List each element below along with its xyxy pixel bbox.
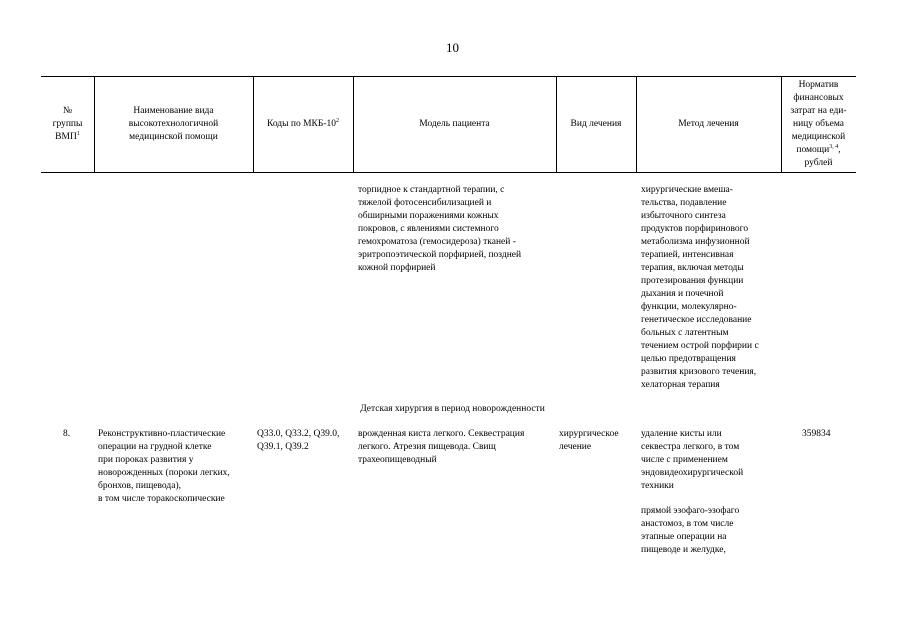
row-treatment-type: хирургическое лечение [559, 429, 619, 452]
header-icd-codes: Коды по МКБ-$10^2$ [266, 117, 340, 129]
row-method-cyst-removal: удаление кисты или секвестра легкого, в том числе с применением эндовидеохирургической техники [641, 429, 744, 491]
row-method-anastomosis: прямой эзофаго-эзофаго анастомоз, в том числе этапные операции на пищеводе и желудке, [641, 506, 740, 555]
continuation-method: хирургические вмеша- тельства, подавление избыточного синтеза продуктов порфиринового метаболизма инфузионной терапией, интенсивная терапия, включая методы протезирования функции дыхания и почечной функции, молекулярно- генетическое исследование больных с латентным течением острой порфирии с целью предотвращения развития кризового течения, хелаторная терапия [641, 185, 759, 390]
row-patient-model: врожденная киста легкого. Секвестрация легкого. Атрезия пищевода. Свищ трахеопищеводный [358, 429, 525, 465]
continuation-patient-model: торпидное к стандартной терапии, с тяжелой фотосенсибилизацией и обширными поражениями кожных покровов, с явлениями системного гемохроматоза (гемосидероза) тканей - эритропоэтической порфирией, поздней кожной порфирией [358, 185, 522, 273]
row-cost-norm: 359834 [802, 429, 831, 439]
header-group-number: № группы ВМП$^1$ [52, 105, 83, 142]
header-treatment-method: Метод лечения [678, 118, 739, 129]
header-treatment-type: Вид лечения [570, 118, 622, 129]
header-care-type-name: Наименование вида высокотехнологичной медицинской помощи [128, 105, 219, 142]
row-icd-codes: Q33.0, Q33.2, Q39.0, Q39.1, Q39.2 [257, 429, 340, 452]
header-patient-model: Модель пациента [419, 118, 490, 129]
page-number: 10 [446, 40, 459, 55]
row-number: 8. [63, 429, 71, 439]
section-title: Детская хирургия в период новорожденности [360, 404, 545, 414]
row-care-type-name: Реконструктивно-пластические операции на грудной клетке при пороках развития у новорожденных (пороки легких, бронхов, пищевода), в том числе торакоскопические [98, 429, 230, 504]
header-bottom-rule [41, 172, 856, 173]
header-cost-norm: Норматив финансовых затрат на еди- ницу объема медицинской помощи$^{3, 4}$, рублей [790, 79, 847, 168]
